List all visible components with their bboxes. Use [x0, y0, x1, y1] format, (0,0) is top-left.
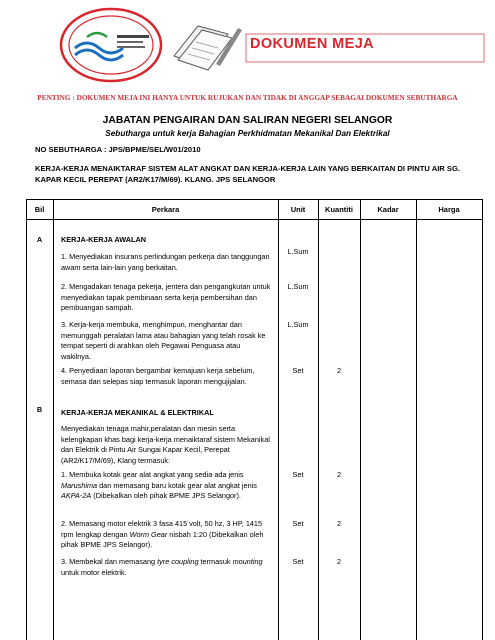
header-divider — [26, 219, 483, 220]
section-a-item-3: 3. Kerja-kerja membuka, menghimpun, menghantar dan memunggah peralatan lama atau bahagian yang telah rosak ke tempat seperti di arahkan oleh Pegawai Penguasa atau wakilnya. — [61, 320, 266, 361]
section-b-item-1-qty: 2 — [336, 470, 342, 479]
notice-text: PENTING : DOKUMEN MEJA INI HANYA UNTUK RUJUKAN DAN TIDAK DI ANGGAP SEBAGAI DOKUMEN SEBUTHARGA — [37, 93, 458, 102]
section-a-item-1: 1. Menyediakan insurans perlindungan perkerja dan tanggungan awam serta lain-lain yang berkaitan. — [61, 252, 270, 272]
section-a-item-1-unit: L.Sum — [287, 247, 309, 256]
section-a-item-3-unit: L.Sum — [287, 320, 309, 329]
section-b-item-2-qty: 2 — [336, 519, 342, 528]
col-line — [53, 199, 54, 640]
header-kadar: Kadar — [377, 205, 399, 214]
table-border-top — [26, 199, 483, 200]
section-b-item-2: 2. Memasang motor elektrik 3 fasa 415 volt, 50 hz, 3 HP, 1415 rpm lengkap dengan Worm Gear nisbah 1:20 (Dibekalkan oleh pihak BPME JPS Selangor). — [61, 519, 264, 549]
section-a-item-4-unit: Set — [292, 366, 304, 375]
page-title: JABATAN PENGAIRAN DAN SALIRAN NEGERI SELANGOR — [102, 115, 393, 126]
section-a-item-2: 2. Mengadakan tenaga pekerja, jentera dan pengangkutan untuk menyediakan tapak pembinaan serta kerja pembersihan dan pembuangan sampah. — [61, 282, 271, 312]
header-unit: Unit — [290, 205, 306, 214]
jps-stamp-logo — [57, 5, 165, 85]
col-line — [26, 199, 27, 640]
work-description: KERJA-KERJA MENAIKTARAF SISTEM ALAT ANGKAT DAN KERJA-KERJA LAIN YANG BERKAITAN DI PINTU AIR SG. KAPAR KECIL PEREPAT (AR2/K17/M/69). KLANG. JPS SELANGOR — [35, 164, 460, 184]
col-line — [318, 199, 319, 640]
section-b-item-1-unit: Set — [292, 470, 304, 479]
header-perkara: Perkara — [151, 205, 180, 214]
page-subtitle: Sebutharga untuk kerja Bahagian Perkhidmatan Mekanikal Dan Elektrikal — [105, 129, 390, 138]
section-b-title: KERJA-KERJA MEKANIKAL & ELEKTRIKAL — [61, 408, 214, 417]
section-b-item-3-unit: Set — [292, 557, 304, 566]
section-a-title: KERJA-KERJA AWALAN — [61, 235, 147, 244]
section-b-bil: B — [36, 405, 43, 414]
header-bil: Bil — [34, 205, 45, 214]
banner-title: DOKUMEN MEJA — [250, 36, 375, 52]
section-a-item-4-qty: 2 — [336, 366, 342, 375]
section-b-item-2-unit: Set — [292, 519, 304, 528]
section-b-intro: Menyediakan tenaga mahir,peralatan dan mesin serta kelengkapan khas bagi kerja-kerja menaiktaraf sistem Mekanikal dan Elektrik di Pintu Air Sungai Kapar Kecil, Perepat (AR2/K17/M/69), Klang termasuk: — [61, 424, 270, 465]
section-a-bil: A — [36, 235, 43, 244]
quotation-number: NO SEBUTHARGA : JPS/BPME/SEL/W01/2010 — [35, 145, 201, 154]
section-b-item-3-qty: 2 — [336, 557, 342, 566]
section-b-item-1: 1. Membuka kotak gear alat angkat yang sedia ada jenis Marushima dan memasang baru kotak gear alat angkat jenis AKPA-2A (Dibekalkan oleh pihak BPME JPS Selangor). — [61, 470, 257, 500]
bill-of-quantities-table — [26, 199, 483, 640]
section-b-item-3: 3. Membekal dan memasang tyre coupling termasuk mounting untuk motor elektrik. — [61, 557, 263, 577]
section-a-item-4: 4. Penyediaan laporan bergambar kemajuan kerja sebelum, semasa dan selepas siap termasuk laporan mengujijalan. — [61, 366, 255, 386]
col-line — [416, 199, 417, 640]
header-kuantiti: Kuantiti — [325, 205, 353, 214]
header-harga: Harga — [438, 205, 460, 214]
col-line — [278, 199, 279, 640]
col-line — [360, 199, 361, 640]
section-a-item-2-unit: L.Sum — [287, 282, 309, 291]
col-line — [482, 199, 483, 640]
